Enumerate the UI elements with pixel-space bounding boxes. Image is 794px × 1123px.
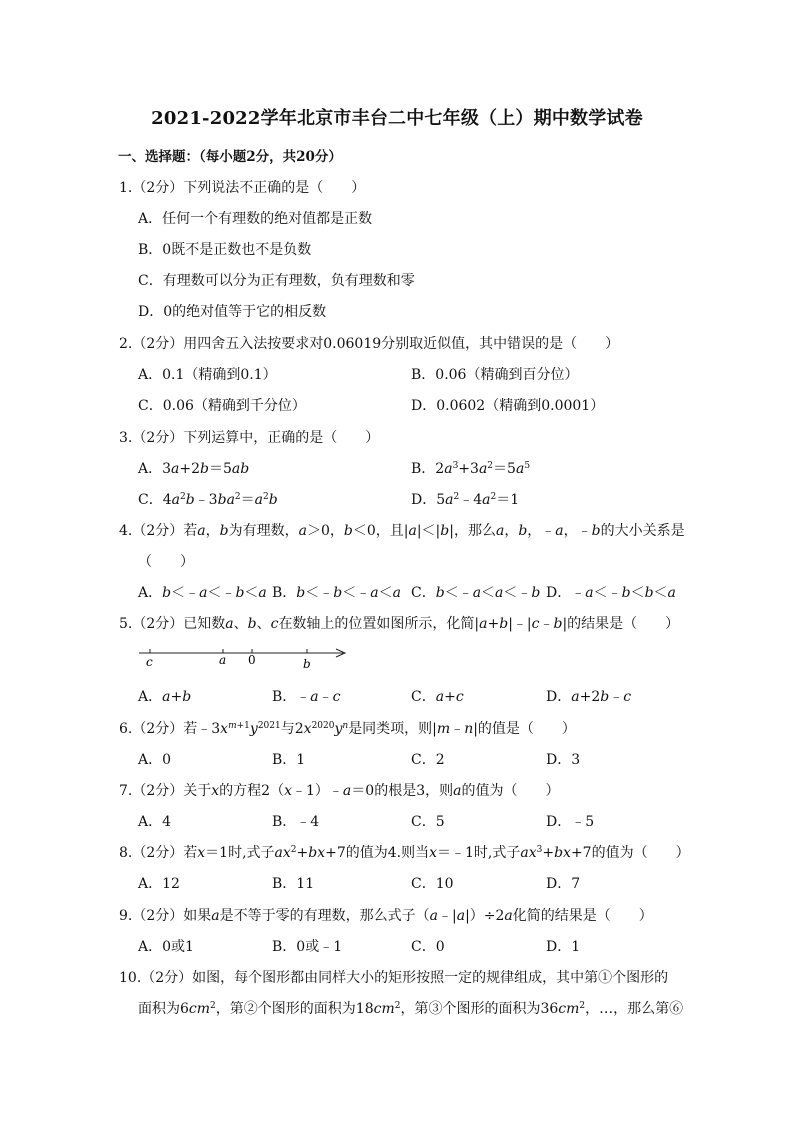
question-9-option-d: D．1 (546, 939, 581, 955)
question-9-option-a: A．0或1 (138, 939, 194, 955)
question-3-stem: 3.（2分）下列运算中，正确的是（ ） (119, 430, 380, 446)
question-3-option-d: D．$5a^2﹣4a^2=1$ (411, 492, 520, 508)
question-2-option-a: A．0.1（精确到0.1） (138, 367, 277, 383)
question-8-option-c: C．10 (411, 876, 454, 892)
question-6-option-b: B．1 (272, 752, 306, 768)
label-0: 0 (248, 653, 256, 667)
question-9-option-b: B．0或﹣1 (272, 939, 343, 955)
question-6-option-a: A．0 (138, 752, 172, 768)
question-5-option-a: A．a+b (138, 689, 192, 705)
question-9-option-c: C．0 (411, 939, 445, 955)
question-2-option-c: C．0.06（精确到千分位） (138, 398, 306, 414)
question-7-option-a: A．4 (138, 814, 172, 830)
question-5-option-c: C．a+c (411, 689, 464, 705)
question-1-option-c: C．有理数可以分为正有理数，负有理数和零 (138, 273, 415, 289)
question-7-option-d: D．﹣5 (546, 814, 595, 830)
section-heading: 一、选择题：（每小题2分，共20分） (118, 149, 342, 165)
number-line-figure (135, 644, 355, 672)
question-6-option-c: C．2 (411, 752, 445, 768)
question-4-stem-cont: （ ） (138, 554, 194, 570)
question-8-option-a: A．12 (138, 876, 180, 892)
question-3-option-c: C．$4a^2b﹣3ba^2=a^2b$ (138, 492, 278, 508)
label-c: c (146, 655, 153, 669)
page-title: 2021-2022学年北京市丰台二中七年级（上）期中数学试卷 (151, 108, 643, 129)
question-4-option-a: A．b＜﹣a＜﹣b＜a (138, 585, 267, 601)
question-4-option-c: C．b＜﹣a＜a＜﹣b (411, 585, 541, 601)
question-3-option-a: A．3a+2b＝5ab (138, 461, 250, 477)
question-5-stem: 5.（2分）已知数a、b、c在数轴上的位置如图所示，化简|a+b|﹣|c﹣b|的结果是（ ） (119, 616, 680, 632)
question-8-option-d: D．7 (546, 876, 581, 892)
question-8-option-b: B．11 (272, 876, 315, 892)
question-2-option-b: B．0.06（精确到百分位） (411, 367, 579, 383)
question-2-option-d: D．0.0602（精确到0.0001） (411, 398, 605, 414)
label-a: a (219, 653, 227, 667)
question-1-stem: 1.（2分）下列说法不正确的是（ ） (119, 180, 366, 196)
question-1-option-d: D．0的绝对值等于它的相反数 (138, 304, 327, 320)
question-3-option-b: B．$2a^3+3a^2=5a^5$ (411, 461, 531, 477)
question-1-option-a: A．任何一个有理数的绝对值都是正数 (138, 211, 373, 227)
question-2-stem: 2.（2分）用四舍五入法按要求对0.06019分别取近似值，其中错误的是（ ） (119, 336, 620, 352)
question-4-stem: 4.（2分）若a，b为有理数，a＞0，b＜0，且|a|＜|b|，那么a，b，﹣a，﹣b的大小关系是 (119, 523, 685, 539)
label-b: b (303, 657, 311, 671)
question-6-stem: 6.（2分）若$﹣3x^{m+1}y^{2021}$与$2x^{2020}y^n$是同类项，则|m﹣n|的值是（ ） (119, 721, 576, 737)
question-7-option-b: B．﹣4 (272, 814, 320, 830)
question-6-option-d: D．3 (546, 752, 581, 768)
question-8-stem: 8.（2分）若x＝1时,式子$ax^2+bx+7$的值为4.则当x＝﹣1时,式子$ax^3+bx+7$的值为（ ） (119, 845, 690, 861)
question-5-option-d: D．a+2b﹣c (546, 689, 632, 705)
question-7-option-c: C．5 (411, 814, 445, 830)
question-4-option-b: B．b＜﹣b＜﹣a＜a (272, 585, 401, 601)
question-5-option-b: B．﹣a﹣c (272, 689, 341, 705)
question-10-stem-cont: 面积为$6cm^2$，第②个图形的面积为$18cm^2$，第③个图形的面积为$36cm^2$，…，那么第⑥ (138, 1001, 684, 1017)
question-1-option-b: B．0既不是正数也不是负数 (138, 242, 312, 258)
question-4-option-d: D．﹣a＜﹣b＜b＜a (546, 585, 676, 601)
question-7-stem: 7.（2分）关于x的方程2（x﹣1）﹣a＝0的根是3，则a的值为（ ） (119, 783, 560, 799)
question-9-stem: 9.（2分）如果a是不等于零的有理数，那么式子（a﹣|a|）÷2a化简的结果是（ ） (119, 908, 653, 924)
question-10-stem: 10.（2分）如图，每个图形都由同样大小的矩形按照一定的规律组成，其中第①个图形的 (119, 970, 669, 986)
